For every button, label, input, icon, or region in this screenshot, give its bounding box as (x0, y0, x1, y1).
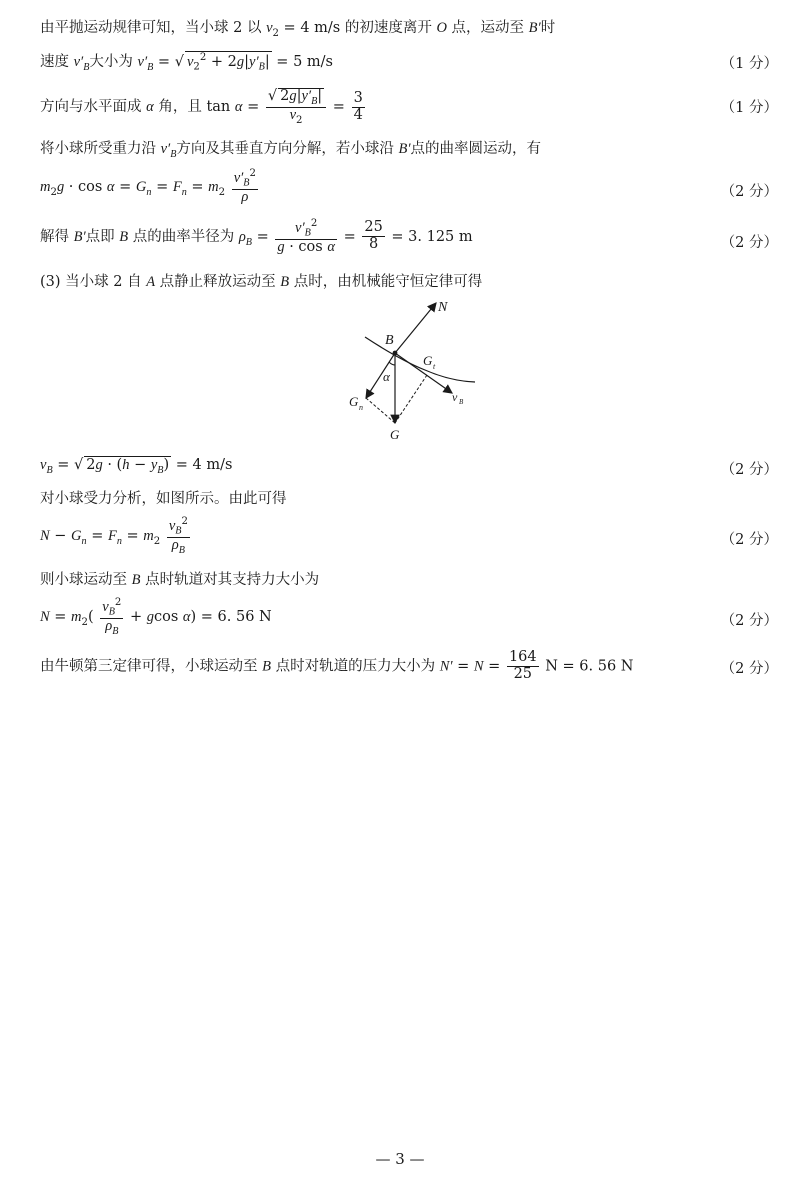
solution-line-5: $m_2g \cdot \cos \alpha = G_n = F_n = m_2$ $\frac{v'_B^2}{\rho}$ (40, 168, 256, 205)
track-curve (365, 337, 475, 382)
label-vb: v (452, 390, 458, 404)
label-gn: G (349, 394, 359, 409)
score-line-3: （1 分） (720, 100, 778, 116)
label-gn-sub: n (359, 403, 363, 412)
score-line-12: （2 分） (720, 613, 778, 629)
page-number: — 3 — (375, 1150, 425, 1168)
label-gt: G (423, 353, 433, 368)
solution-line-1: 由平抛运动规律可知，当小球 2 以 $v_2 = 4$ m/s 的初速度离开 O 点，运动至 B′时 (40, 20, 556, 39)
label-n: N (438, 300, 448, 315)
label-b: B (385, 333, 394, 348)
score-line-2: （1 分） (720, 56, 778, 72)
score-line-10: （2 分） (720, 532, 778, 548)
score-line-5: （2 分） (720, 184, 778, 200)
label-alpha: α (383, 369, 390, 384)
label-g: G (390, 427, 400, 442)
solution-line-4: 将小球所受重力沿 $v'_B$方向及其垂直方向分解，若小球沿 B′点的曲率圆运动，有 (40, 141, 542, 160)
alpha-arc (389, 362, 395, 365)
normal-force-arrow (395, 303, 436, 353)
solution-line-7: (3) 当小球 2 自 A 点静止释放运动至 B 点时，由机械能守恒定律可得 (40, 274, 483, 290)
solution-line-12: $N = m_2$( $\frac{v_B^2}{\rho_B}$ + gcos α) = 6. 56 N (40, 597, 272, 637)
solution-line-13: 由牛顿第三定律可得，小球运动至 B 点时对轨道的压力大小为 N′ = N = $\frac{164}{25}$ N = 6. 56 N (40, 649, 634, 682)
solution-line-3: 方向与水平面成 α 角，且 tan α = $\frac{√ 2g|y'_B|}{v_2}$ = $\frac{3}{4}$ (40, 88, 363, 126)
label-gt-sub: t (433, 362, 436, 371)
solution-line-2: 速度 $v'_B$大小为 $v'_B$ = √ $v_2^2 + 2g|y'_B| = 5$ m/s (40, 52, 333, 73)
solution-line-11: 则小球运动至 B 点时轨道对其支持力大小为 (40, 572, 320, 588)
dashed-line-1 (366, 398, 395, 423)
force-diagram (340, 295, 490, 445)
dashed-line-2 (395, 375, 427, 423)
score-line-8: （2 分） (720, 462, 778, 478)
solution-line-6: 解得 B′点即 B 点的曲率半径为 $\rho_B$ = $\frac{v'_B^2}{\text{g · cos α}}$ = $\frac{25}{8}$ = 3. 125 m (40, 218, 473, 255)
gn-arrow (366, 353, 395, 398)
point-b (393, 351, 398, 356)
solution-line-9: 对小球受力分析，如图所示。由此可得 (40, 491, 287, 507)
label-vb-sub: B (459, 398, 464, 406)
score-line-6: （2 分） (720, 235, 778, 251)
score-line-13: （2 分） (720, 661, 778, 677)
solution-line-8: $v_B$ = √ $2g \cdot (h - y_B) = 4$ m/s (40, 457, 233, 476)
solution-line-10: $N - G_n = F_n = m_2$ $\frac{v_B^2}{\rho_B}$ (40, 516, 188, 556)
